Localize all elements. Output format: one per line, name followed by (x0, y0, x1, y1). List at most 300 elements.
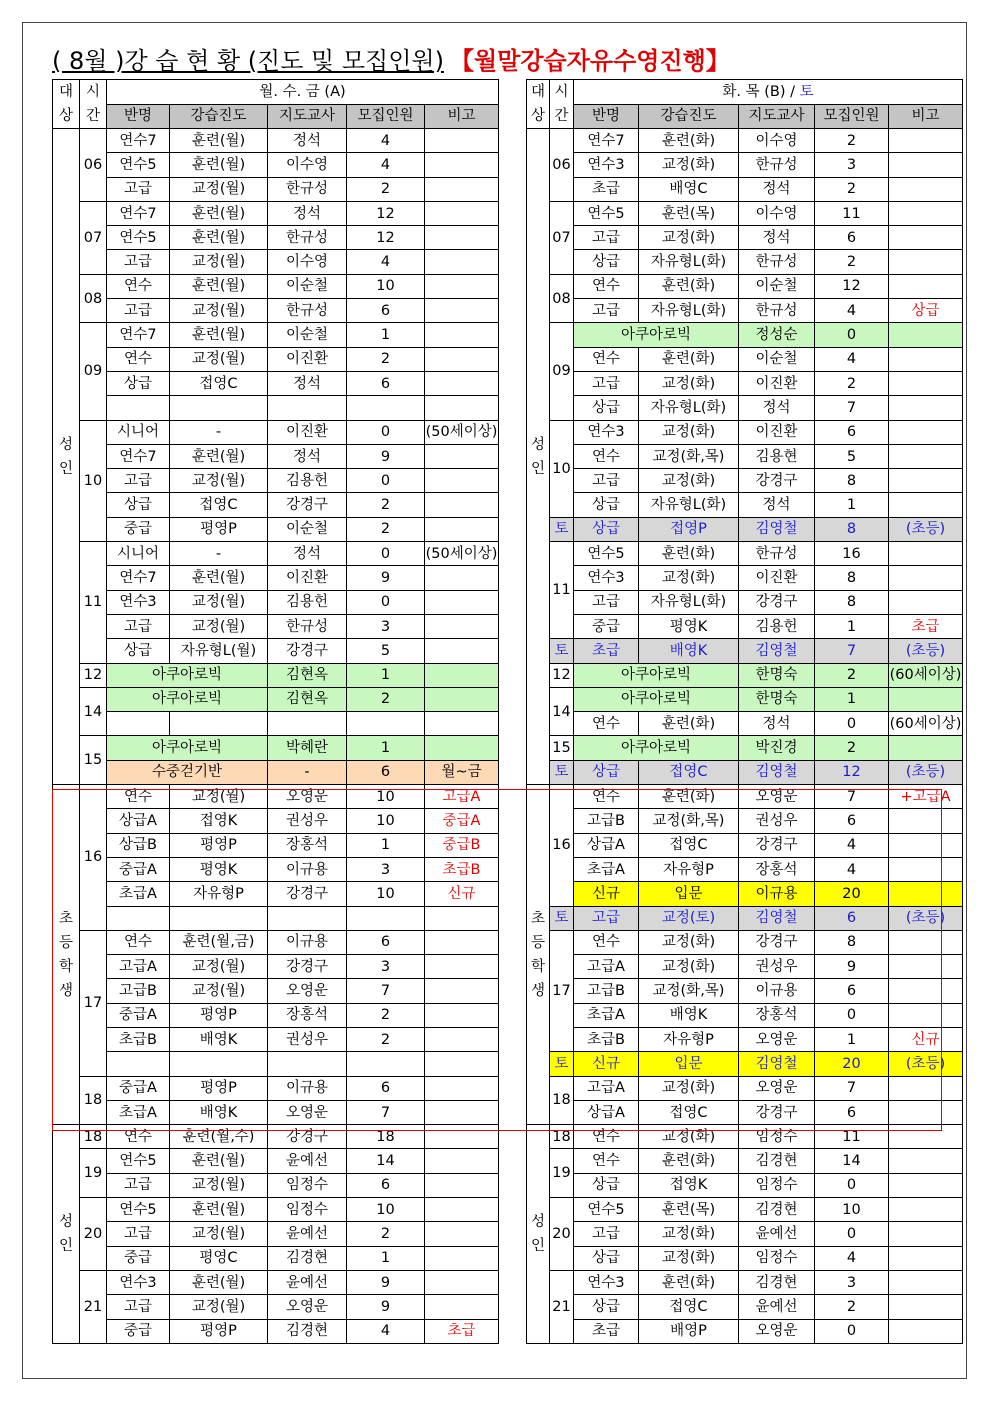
target-group-text: 초등학생 (530, 910, 545, 999)
note (889, 809, 963, 833)
note (425, 153, 499, 177)
table-row (53, 1076, 499, 1100)
instructor: 정석 (268, 371, 347, 395)
table-row (53, 1100, 499, 1124)
note (425, 1295, 499, 1319)
progress: 교정(화,목) (639, 809, 739, 833)
note: (초등) (889, 517, 963, 541)
section-title (574, 80, 963, 105)
section-title (107, 80, 499, 105)
progress: 교정(화) (639, 1076, 739, 1100)
instructor: 한규성 (268, 226, 347, 250)
table-row (53, 323, 499, 347)
progress: 자유형L(화) (639, 590, 739, 614)
table-row (53, 1198, 499, 1222)
instructor: 강경구 (268, 493, 347, 517)
class-name: 연수7 (107, 129, 170, 153)
class-name: 아쿠아로빅 (574, 663, 739, 687)
note: 신규 (889, 1027, 963, 1051)
section-title-text: 화. 목 (B) / (722, 83, 800, 100)
table-row (527, 1149, 963, 1173)
class-name: 초급A (107, 1100, 170, 1124)
note (425, 1149, 499, 1173)
instructor: 김용헌 (268, 469, 347, 493)
table-row (53, 857, 499, 881)
class-name: 초급 (574, 639, 639, 663)
table-row (527, 396, 963, 420)
note (425, 1125, 499, 1149)
instructor: 오영운 (268, 785, 347, 809)
note (425, 590, 499, 614)
class-name: 상급 (574, 1246, 639, 1270)
table-row (53, 1003, 499, 1027)
capacity: 6 (815, 1100, 889, 1124)
instructor: 이진환 (268, 347, 347, 371)
capacity: 4 (815, 857, 889, 881)
progress: 교정(화) (639, 469, 739, 493)
capacity: 10 (347, 809, 425, 833)
time-cell: 09 (550, 323, 574, 420)
instructor: 오영운 (268, 1295, 347, 1319)
progress: - (170, 542, 268, 566)
time-cell: 09 (80, 323, 107, 420)
progress: 입문 (639, 882, 739, 906)
progress: 훈련(화) (639, 1149, 739, 1173)
capacity: 20 (815, 1052, 889, 1076)
capacity: 11 (815, 1125, 889, 1149)
time-cell: 07 (550, 201, 574, 274)
progress: 훈련(월) (170, 1198, 268, 1222)
note (889, 1198, 963, 1222)
note (889, 1295, 963, 1319)
column-header: 반명 (107, 104, 170, 129)
capacity: 1 (347, 663, 425, 687)
capacity: 8 (815, 930, 889, 954)
capacity: 9 (347, 566, 425, 590)
table-row (53, 590, 499, 614)
instructor: 한규성 (739, 299, 815, 323)
class-name (107, 712, 170, 736)
capacity: 0 (815, 712, 889, 736)
progress: 자유형L(월) (170, 639, 268, 663)
capacity: 10 (815, 1198, 889, 1222)
note (425, 493, 499, 517)
capacity: 1 (347, 323, 425, 347)
progress (170, 906, 268, 930)
capacity: 2 (815, 371, 889, 395)
capacity: 0 (347, 590, 425, 614)
instructor: 정석 (739, 396, 815, 420)
note: 월~금 (425, 760, 499, 784)
class-name: 고급 (107, 1295, 170, 1319)
class-name: 연수5 (107, 1198, 170, 1222)
capacity: 16 (815, 542, 889, 566)
progress: 훈련(월) (170, 1149, 268, 1173)
note (889, 1173, 963, 1197)
capacity: 8 (815, 566, 889, 590)
note (425, 1246, 499, 1270)
capacity: 5 (347, 639, 425, 663)
capacity: 10 (347, 1198, 425, 1222)
instructor: 권성우 (268, 809, 347, 833)
table-row (53, 347, 499, 371)
table-row (53, 1173, 499, 1197)
note (889, 1222, 963, 1246)
capacity: 0 (815, 1003, 889, 1027)
target-group (53, 785, 80, 1125)
progress: 훈련(월) (170, 1270, 268, 1294)
note (889, 347, 963, 371)
instructor: 이수영 (268, 153, 347, 177)
capacity: 7 (347, 979, 425, 1003)
class-name: 고급 (107, 250, 170, 274)
note (425, 687, 499, 711)
instructor: 한규성 (268, 177, 347, 201)
class-name: 연수 (574, 274, 639, 298)
capacity: 0 (815, 323, 889, 347)
note (425, 396, 499, 420)
target-header (527, 80, 550, 129)
progress: 평영P (170, 1319, 268, 1343)
table-row (527, 712, 963, 736)
class-name: 연수7 (107, 323, 170, 347)
capacity: 6 (815, 906, 889, 930)
capacity: 2 (347, 1027, 425, 1051)
capacity: 4 (347, 129, 425, 153)
table-row (53, 1319, 499, 1343)
progress: 훈련(월,금) (170, 930, 268, 954)
note (889, 1125, 963, 1149)
class-name: 중급 (107, 1246, 170, 1270)
instructor: 정석 (739, 226, 815, 250)
table-row (527, 639, 963, 663)
table-row (527, 1027, 963, 1051)
progress: 훈련(화) (639, 129, 739, 153)
note: 중급A (425, 809, 499, 833)
capacity: 6 (347, 371, 425, 395)
progress: 교정(토) (639, 906, 739, 930)
target-group-text: 초등학생 (58, 910, 73, 999)
table-row (53, 1052, 499, 1076)
capacity: 2 (815, 736, 889, 760)
class-name: 상급 (574, 760, 639, 784)
instructor: 이규용 (739, 882, 815, 906)
time-cell: 17 (550, 930, 574, 1051)
class-name: 초급 (574, 1319, 639, 1343)
instructor: 임정수 (739, 1173, 815, 1197)
progress: 자유형L(화) (639, 250, 739, 274)
class-name: 연수 (574, 930, 639, 954)
instructor (268, 712, 347, 736)
capacity: 1 (347, 1246, 425, 1270)
class-name: 연수5 (107, 153, 170, 177)
instructor: 이순철 (268, 274, 347, 298)
progress: 훈련(화) (639, 785, 739, 809)
instructor: 정성순 (739, 323, 815, 347)
table-row (53, 566, 499, 590)
progress: 교정(월) (170, 299, 268, 323)
class-name: 연수5 (107, 1149, 170, 1173)
progress: 평영K (170, 857, 268, 881)
instructor: 한규성 (268, 614, 347, 638)
class-name: 고급B (574, 809, 639, 833)
target-group-text: 성인 (58, 436, 73, 477)
instructor: 한규성 (739, 153, 815, 177)
instructor: 이규용 (268, 1076, 347, 1100)
note (889, 396, 963, 420)
capacity: 14 (347, 1149, 425, 1173)
capacity: 8 (815, 469, 889, 493)
capacity: 12 (815, 274, 889, 298)
note (889, 882, 963, 906)
progress: 자유형P (170, 882, 268, 906)
column-header: 지도교사 (268, 104, 347, 129)
note (425, 177, 499, 201)
instructor: 오영운 (739, 1076, 815, 1100)
instructor: 권성우 (268, 1027, 347, 1051)
instructor: 장홍석 (268, 833, 347, 857)
capacity: 3 (815, 1270, 889, 1294)
schedule-table-mwf (52, 79, 499, 1344)
note (889, 201, 963, 225)
table-row (53, 687, 499, 711)
class-name: 아쿠아로빅 (107, 663, 268, 687)
table-row (527, 614, 963, 638)
progress: 훈련(월) (170, 129, 268, 153)
capacity: 10 (347, 274, 425, 298)
capacity: 12 (347, 226, 425, 250)
note: (60세이상) (889, 712, 963, 736)
note (425, 979, 499, 1003)
target-group (527, 785, 550, 1125)
table-row (53, 444, 499, 468)
instructor: 권성우 (739, 955, 815, 979)
target-header (53, 80, 80, 129)
capacity: 0 (347, 420, 425, 444)
capacity: 6 (347, 760, 425, 784)
note (889, 542, 963, 566)
instructor: 정석 (268, 444, 347, 468)
class-name (107, 396, 170, 420)
capacity: 4 (815, 833, 889, 857)
table-row (53, 420, 499, 444)
note (425, 930, 499, 954)
capacity: 1 (347, 736, 425, 760)
table-row (53, 1027, 499, 1051)
class-name: 신규 (574, 882, 639, 906)
class-name: 고급 (107, 299, 170, 323)
instructor: 강경구 (268, 882, 347, 906)
table-row (527, 1125, 963, 1149)
note: 고급A (425, 785, 499, 809)
class-name: 연수5 (574, 201, 639, 225)
instructor: 윤예선 (268, 1149, 347, 1173)
capacity: 2 (347, 517, 425, 541)
time-cell: 토 (550, 1052, 574, 1076)
instructor: 이규용 (268, 930, 347, 954)
instructor: 한규성 (739, 542, 815, 566)
table-row (53, 1125, 499, 1149)
class-name: 고급 (574, 1222, 639, 1246)
capacity: 3 (815, 153, 889, 177)
table-row (527, 250, 963, 274)
column-header: 지도교사 (739, 104, 815, 129)
progress: 배영K (639, 1003, 739, 1027)
table-row (527, 201, 963, 225)
capacity: 2 (815, 177, 889, 201)
note: (초등) (889, 639, 963, 663)
progress: 교정(화) (639, 153, 739, 177)
table-row (527, 955, 963, 979)
capacity: 9 (347, 444, 425, 468)
instructor: 이진환 (268, 420, 347, 444)
instructor: 강경구 (268, 955, 347, 979)
time-cell: 10 (550, 420, 574, 517)
class-name: 상급 (107, 493, 170, 517)
note (425, 517, 499, 541)
table-row (527, 1052, 963, 1076)
instructor: 윤예선 (268, 1222, 347, 1246)
instructor: 장홍석 (739, 857, 815, 881)
class-name: 연수 (574, 1149, 639, 1173)
progress: 훈련(화) (639, 542, 739, 566)
instructor: 한명숙 (739, 687, 815, 711)
class-name: 아쿠아로빅 (574, 323, 739, 347)
table-row (53, 1270, 499, 1294)
class-name: 고급 (574, 590, 639, 614)
instructor: 오영운 (739, 785, 815, 809)
class-name: 연수 (107, 785, 170, 809)
capacity: 10 (347, 882, 425, 906)
note (425, 1027, 499, 1051)
capacity: 2 (347, 1222, 425, 1246)
capacity: 1 (815, 493, 889, 517)
capacity: 7 (347, 1100, 425, 1124)
capacity: 2 (815, 250, 889, 274)
progress: 교정(화) (639, 955, 739, 979)
progress: 훈련(월) (170, 201, 268, 225)
note (425, 469, 499, 493)
progress: 자유형L(화) (639, 396, 739, 420)
progress: 교정(월) (170, 177, 268, 201)
note (425, 347, 499, 371)
progress: 평영K (639, 614, 739, 638)
class-name: 고급 (107, 1222, 170, 1246)
class-name: 연수 (574, 1125, 639, 1149)
instructor: 강경구 (739, 469, 815, 493)
capacity: 6 (815, 226, 889, 250)
time-cell: 10 (80, 420, 107, 541)
title-main: ( 8월 )강 습 현 황 (진도 및 모집인원) (52, 47, 444, 75)
table-row (53, 736, 499, 760)
capacity: 1 (815, 687, 889, 711)
section-title-sat: 토 (799, 83, 814, 100)
capacity: 2 (347, 687, 425, 711)
instructor: 박진경 (739, 736, 815, 760)
class-name: 연수3 (107, 1270, 170, 1294)
class-name: 연수3 (574, 420, 639, 444)
class-name: 연수7 (107, 444, 170, 468)
table-row (53, 371, 499, 395)
class-name: 중급A (107, 1076, 170, 1100)
time-cell: 19 (550, 1149, 574, 1198)
note (425, 226, 499, 250)
class-name: 상급 (574, 1295, 639, 1319)
table-row (527, 177, 963, 201)
progress: 교정(월) (170, 979, 268, 1003)
instructor: 오영운 (739, 1319, 815, 1343)
instructor: 강경구 (739, 930, 815, 954)
table-row (53, 299, 499, 323)
table-row (527, 1198, 963, 1222)
table-row (53, 396, 499, 420)
note (889, 1319, 963, 1343)
progress: 훈련(월,수) (170, 1125, 268, 1149)
class-name: 고급A (574, 955, 639, 979)
table-row (527, 1003, 963, 1027)
table-row (527, 736, 963, 760)
table-row (53, 493, 499, 517)
time-cell: 12 (550, 663, 574, 687)
instructor: 이진환 (268, 566, 347, 590)
class-name (107, 906, 170, 930)
instructor: 정석 (739, 177, 815, 201)
class-name: 고급 (107, 614, 170, 638)
progress: 교정(화) (639, 1125, 739, 1149)
capacity: 6 (347, 930, 425, 954)
capacity: 6 (347, 299, 425, 323)
progress (170, 712, 268, 736)
target-group (527, 129, 550, 785)
progress: 교정(화) (639, 1246, 739, 1270)
instructor: 이순철 (268, 517, 347, 541)
note: 중급B (425, 833, 499, 857)
progress: 평영P (170, 517, 268, 541)
note (889, 833, 963, 857)
instructor: 한명숙 (739, 663, 815, 687)
instructor: 임정수 (739, 1125, 815, 1149)
progress: 훈련(목) (639, 201, 739, 225)
progress: 접영C (639, 833, 739, 857)
progress: 훈련(화) (639, 1270, 739, 1294)
table-row (527, 274, 963, 298)
class-name: 연수5 (574, 542, 639, 566)
class-name: 고급 (107, 1173, 170, 1197)
capacity: 18 (347, 1125, 425, 1149)
class-name: 초급 (574, 177, 639, 201)
progress: 입문 (639, 1052, 739, 1076)
class-name: 연수 (574, 347, 639, 371)
table-row (527, 906, 963, 930)
instructor: 한규성 (739, 250, 815, 274)
capacity (347, 396, 425, 420)
progress: 훈련(월) (170, 274, 268, 298)
instructor: 김영철 (739, 906, 815, 930)
instructor: 이순철 (739, 274, 815, 298)
progress: 교정(화) (639, 371, 739, 395)
note (425, 639, 499, 663)
table-row (53, 639, 499, 663)
time-cell: 11 (80, 542, 107, 663)
table-row (527, 1319, 963, 1343)
time-cell: 토 (550, 639, 574, 663)
time-cell: 06 (80, 129, 107, 202)
note: (60세이상) (889, 663, 963, 687)
table-row (53, 1295, 499, 1319)
capacity: 12 (815, 760, 889, 784)
table-row (527, 663, 963, 687)
table-row (53, 153, 499, 177)
